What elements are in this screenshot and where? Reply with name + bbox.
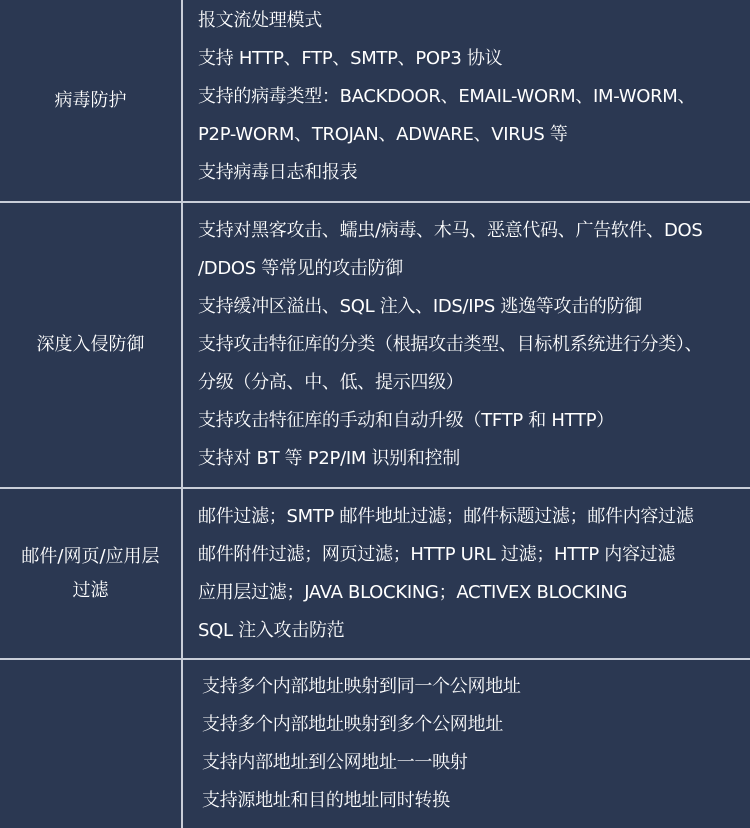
- feature-item: 支持 HTTP、FTP、SMTP、POP3 协议: [198, 48, 503, 69]
- column-divider: [181, 0, 183, 828]
- feature-item: 报文流处理模式: [198, 10, 322, 31]
- feature-item: 支持的病毒类型：BACKDOOR、EMAIL-WORM、IM-WORM、: [198, 86, 696, 107]
- feature-item: 邮件过滤；SMTP 邮件地址过滤；邮件标题过滤；邮件内容过滤: [198, 506, 694, 527]
- feature-item: 支持多个内部地址映射到多个公网地址: [202, 714, 503, 735]
- feature-item: 分级（分高、中、低、提示四级）: [198, 372, 464, 393]
- category-label: 病毒防护: [54, 89, 127, 111]
- category-label: 深度入侵防御: [36, 334, 145, 355]
- category-content-filtering: [0, 489, 181, 658]
- feature-item: 支持内部地址到公网地址一一映射: [202, 752, 468, 773]
- feature-item: 支持缓冲区溢出、SQL 注入、IDS/IPS 逃逸等攻击的防御: [198, 296, 643, 317]
- feature-item: 邮件附件过滤；网页过滤；HTTP URL 过滤；HTTP 内容过滤: [198, 544, 676, 565]
- feature-item: P2P-WORM、TROJAN、ADWARE、VIRUS 等: [198, 124, 568, 145]
- feature-item: /DDOS 等常见的攻击防御: [198, 258, 403, 279]
- category-intrusion-prevention: [0, 203, 181, 487]
- feature-item: 支持对 BT 等 P2P/IM 识别和控制: [198, 448, 460, 469]
- category-label-line: 邮件/网页/应用层: [21, 545, 160, 567]
- feature-item: SQL 注入攻击防范: [198, 620, 345, 641]
- feature-item: 支持对黑客攻击、蠕虫/病毒、木马、恶意代码、广告软件、DOS: [198, 220, 703, 241]
- feature-item: 支持源地址和目的地址同时转换: [202, 790, 450, 811]
- category-address-translation: [0, 660, 181, 828]
- feature-item: 支持攻击特征库的分类（根据攻击类型、目标机系统进行分类）、: [198, 334, 703, 355]
- feature-item: 支持攻击特征库的手动和自动升级（TFTP 和 HTTP）: [198, 410, 614, 431]
- category-antivirus: [0, 0, 181, 201]
- feature-item: 支持多个内部地址映射到同一个公网地址: [202, 676, 521, 697]
- feature-item: 应用层过滤；JAVA BLOCKING；ACTIVEX BLOCKING: [198, 582, 628, 603]
- feature-item: 支持病毒日志和报表: [198, 162, 358, 183]
- category-label-line: 过滤: [72, 579, 109, 601]
